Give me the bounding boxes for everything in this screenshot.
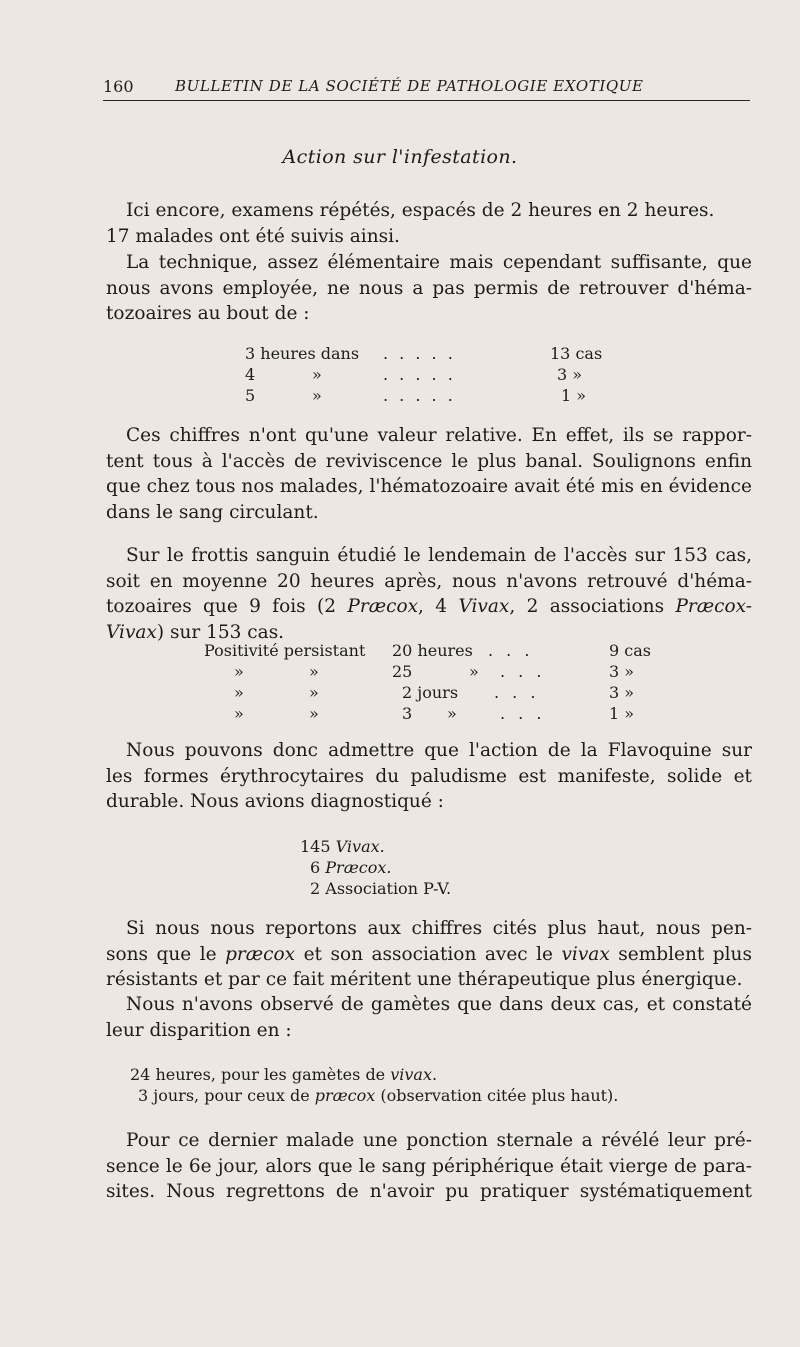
- table-cell-ditto: »: [447, 704, 457, 723]
- table-cell-dots: . . .: [488, 641, 534, 660]
- paragraph-1: [106, 198, 752, 249]
- paragraph-6: [106, 916, 752, 993]
- paragraph-3: [106, 423, 752, 525]
- table-cell-ditto: »: [234, 662, 244, 681]
- running-header: [103, 74, 750, 101]
- text-line: La technique, assez élémentaire mais cependant suffisante, que: [126, 252, 752, 273]
- table-cell-ditto: »: [309, 704, 319, 723]
- table-row: [245, 343, 625, 364]
- table-cell-value: 9 cas: [609, 641, 651, 660]
- table-cell-ditto: »: [309, 662, 319, 681]
- table-cell-dots: . . . . .: [383, 365, 456, 384]
- table-cell-ditto: »: [234, 704, 244, 723]
- text-line: soit en moyenne 20 heures après, nous n'avons retrouvé d'héma-: [106, 570, 752, 592]
- text-line: Si nous nous reportons aux chiffres cités plus haut, nous pen-: [126, 918, 752, 939]
- table-cell-dots: . . .: [500, 704, 546, 723]
- table-cell-dots: . . . . .: [383, 386, 456, 405]
- table-hours: [245, 343, 625, 406]
- table-row: [245, 385, 625, 406]
- list-item: 145 Vivax.: [300, 837, 385, 856]
- paragraph-7: [106, 992, 752, 1043]
- table-cell-duration: 2 jours: [402, 683, 459, 702]
- running-title: BULLETIN DE LA SOCIÉTÉ DE PATHOLOGIE EXOTIQUE: [175, 77, 644, 95]
- table-cell-value: 1 »: [609, 704, 635, 723]
- table-row: [204, 682, 664, 703]
- text-line: tozoaires au bout de :: [106, 303, 310, 324]
- text-line: sites. Nous regrettons de n'avoir pu pratiquer systématiquement: [106, 1181, 752, 1202]
- table-cell-dots: . . .: [494, 683, 540, 702]
- text-line: sence le 6e jour, alors que le sang périphérique était vierge de para-: [106, 1155, 752, 1177]
- table-cell-ditto: »: [234, 683, 244, 702]
- table-positivity: [204, 640, 664, 724]
- table-cell-value: 3 »: [609, 662, 635, 681]
- text-line: sons que le præcox et son association avec le vivax semblent plus: [106, 943, 752, 965]
- table-row: [204, 661, 664, 682]
- table-cell-value: 1 »: [561, 386, 587, 405]
- table-cell-ditto: »: [309, 683, 319, 702]
- paragraph-5: [106, 738, 752, 815]
- list-item: 24 heures, pour les gamètes de vivax.: [130, 1065, 438, 1084]
- list-item: 2 Association P-V.: [310, 879, 452, 898]
- table-cell-duration: 25: [392, 662, 413, 681]
- gametes-list: [130, 1064, 618, 1106]
- table-cell-label: 5: [245, 386, 256, 405]
- text-line: tent tous à l'accès de reviviscence le plus banal. Soulignons enfin: [106, 450, 752, 472]
- table-row: [245, 364, 625, 385]
- table-cell-value: 3 »: [609, 683, 635, 702]
- table-cell-value: 13 cas: [550, 344, 603, 363]
- table-cell-label: Positivité persistant: [204, 641, 366, 660]
- table-cell-dots: . . .: [500, 662, 546, 681]
- text-line: tozoaires que 9 fois (2 Præcox, 4 Vivax, 2 associations Præcox-: [106, 596, 752, 617]
- text-line: Nous n'avons observé de gamètes que dans deux cas, et constaté: [126, 994, 752, 1015]
- text-line: durable. Nous avions diagnostiqué :: [106, 791, 444, 812]
- table-cell-dots: . . . . .: [383, 344, 456, 363]
- table-cell-value: 3 »: [557, 365, 583, 384]
- text-line: Sur le frottis sanguin étudié le lendemain de l'accès sur 153 cas,: [126, 545, 752, 566]
- table-row: [204, 640, 664, 661]
- text-line: leur disparition en :: [106, 1019, 292, 1041]
- text-line: Ces chiffres n'ont qu'une valeur relative. En effet, ils se rappor-: [126, 425, 752, 446]
- table-cell-ditto: »: [469, 662, 479, 681]
- section-title: Action sur l'infestation.: [282, 146, 518, 168]
- table-cell-duration: 3: [402, 704, 413, 723]
- paragraph-2: [106, 250, 752, 327]
- list-item: 6 Præcox.: [310, 858, 392, 877]
- list-item: 3 jours, pour ceux de præcox (observation citée plus haut).: [138, 1086, 619, 1105]
- text-line: Vivax) sur 153 cas.: [106, 621, 285, 643]
- page-number: 160: [103, 77, 134, 96]
- text-line: Nous pouvons donc admettre que l'action de la Flavoquine sur: [126, 740, 752, 761]
- text-line: nous avons employée, ne nous a pas permis de retrouver d'héma-: [106, 277, 752, 299]
- table-cell-label: 3 heures dans: [245, 344, 360, 363]
- table-cell-ditto: »: [312, 365, 322, 384]
- paragraph-4: [106, 543, 752, 645]
- table-cell-ditto: »: [312, 386, 322, 405]
- text-line: résistants et par ce fait méritent une thérapeutique plus énergique.: [106, 969, 743, 990]
- text-line: Ici encore, examens répétés, espacés de 2 heures en 2 heures.: [126, 200, 715, 221]
- text-line: les formes érythrocytaires du paludisme est manifeste, solide et: [106, 765, 752, 787]
- text-line: Pour ce dernier malade une ponction sternale a révélé leur pré-: [126, 1130, 752, 1151]
- text-line: que chez tous nos malades, l'hématozoaire avait été mis en évidence: [106, 476, 752, 497]
- table-row: [204, 703, 664, 724]
- paragraph-8: [106, 1128, 752, 1205]
- text-line: 17 malades ont été suivis ainsi.: [106, 225, 400, 247]
- table-cell-duration: 20 heures: [392, 641, 473, 660]
- table-cell-label: 4: [245, 365, 256, 384]
- diagnosis-list: [300, 836, 451, 899]
- text-line: dans le sang circulant.: [106, 501, 319, 523]
